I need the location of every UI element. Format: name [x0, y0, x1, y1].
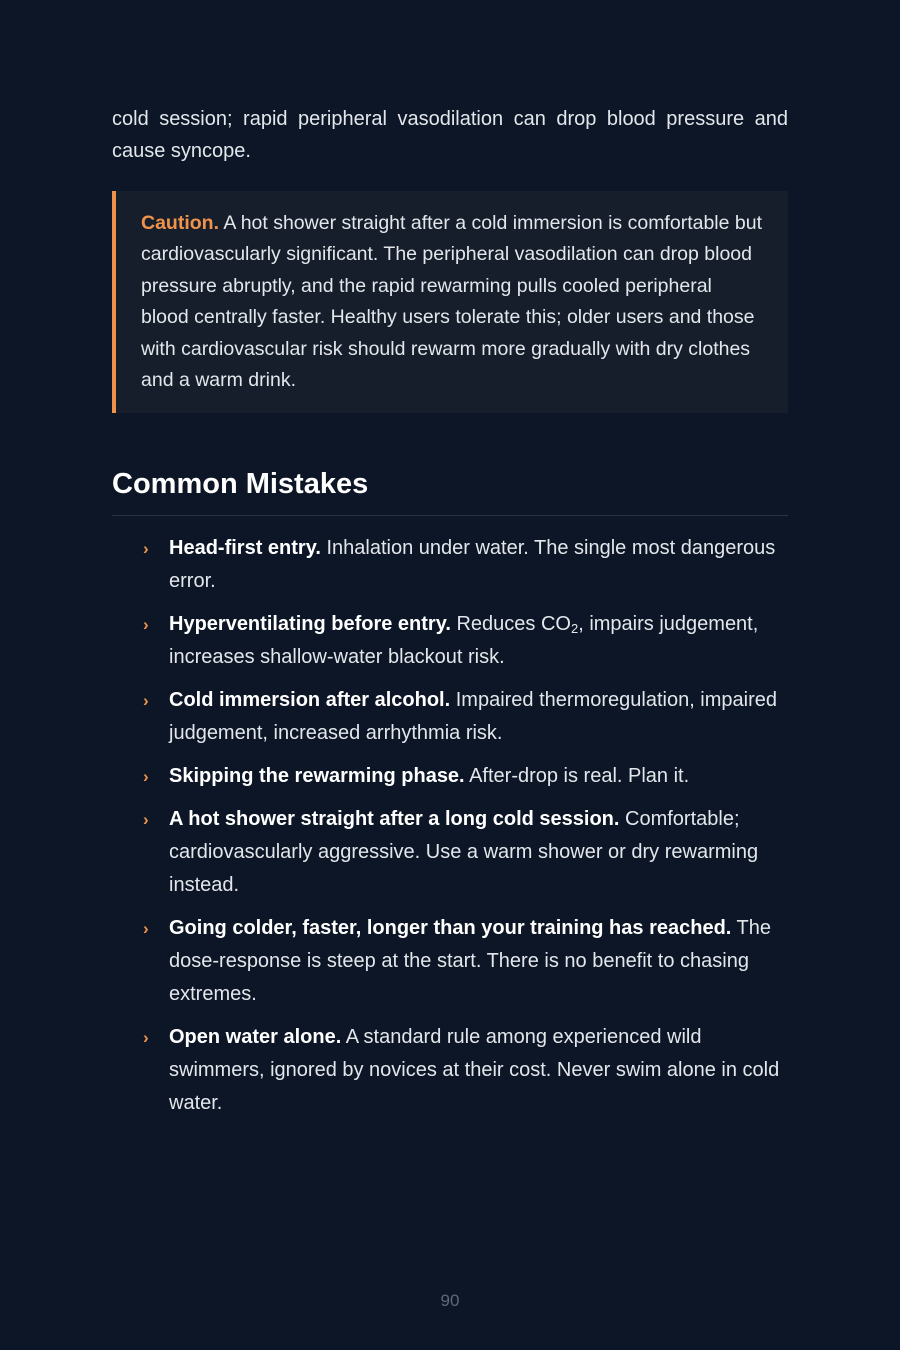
chevron-right-icon: ›	[143, 767, 149, 787]
mistake-text: Inhalation under water. The single most dangerous error.	[169, 537, 776, 593]
list-item	[112, 760, 788, 793]
list-item	[112, 912, 788, 1011]
mistakes-list	[112, 532, 788, 1120]
intro-paragraph: cold session; rapid peripheral vasodilation can drop blood pressure and cause syncope.	[112, 108, 788, 162]
list-item	[112, 1021, 788, 1120]
subscript: 2	[570, 621, 579, 637]
chevron-right-icon: ›	[143, 539, 149, 559]
caution-callout	[112, 191, 788, 413]
list-item	[112, 684, 788, 750]
section-title: Common Mistakes	[112, 467, 788, 516]
mistake-text: After-drop is real. Plan it.	[469, 765, 690, 788]
mistake-term: Open water alone.	[169, 1026, 342, 1049]
caution-text: A hot shower straight after a cold immersion is comfortable but cardiovascularly significant. The peripheral vasodilation can drop blood pressure abruptly, and the rapid rewarming pulls cooled peripheral blood centrally faster. Healthy users tolerate this; older users and those with cardiovascular risk should rewarm more gradually with dry clothes and a warm drink.	[141, 212, 763, 392]
mistake-term: Cold immersion after alcohol.	[169, 689, 451, 712]
chevron-right-icon: ›	[143, 615, 149, 635]
list-item	[112, 608, 788, 674]
mistake-text: Impaired thermoregulation, impaired judgement, increased arrhythmia risk.	[169, 689, 778, 745]
mistake-term: Skipping the rewarming phase.	[169, 765, 465, 788]
mistake-term: Going colder, faster, longer than your training has reached.	[169, 917, 732, 940]
caution-label: Caution.	[141, 212, 219, 234]
page-number: 90	[440, 1291, 460, 1310]
mistake-term: Head-first entry.	[169, 537, 321, 560]
list-item	[112, 803, 788, 902]
page-content	[112, 103, 788, 1130]
mistake-text: The dose-response is steep at the start. There is no benefit to chasing extremes.	[169, 917, 772, 1006]
mistake-term: A hot shower straight after a long cold session.	[169, 808, 620, 831]
chevron-right-icon: ›	[143, 691, 149, 711]
mistake-text-after: , impairs judgement, increases shallow-water blackout risk.	[169, 613, 759, 669]
chevron-right-icon: ›	[143, 810, 149, 830]
mistake-text: Comfortable; cardiovascularly aggressive. Use a warm shower or dry rewarming instead.	[169, 808, 759, 897]
chevron-right-icon: ›	[143, 919, 149, 939]
list-item	[112, 532, 788, 598]
chevron-right-icon: ›	[143, 1028, 149, 1048]
mistake-text-before: Reduces CO	[456, 613, 571, 636]
mistake-term: Hyperventilating before entry.	[169, 613, 451, 636]
mistake-text: A standard rule among experienced wild swimmers, ignored by novices at their cost. Never swim alone in cold water.	[169, 1026, 780, 1115]
